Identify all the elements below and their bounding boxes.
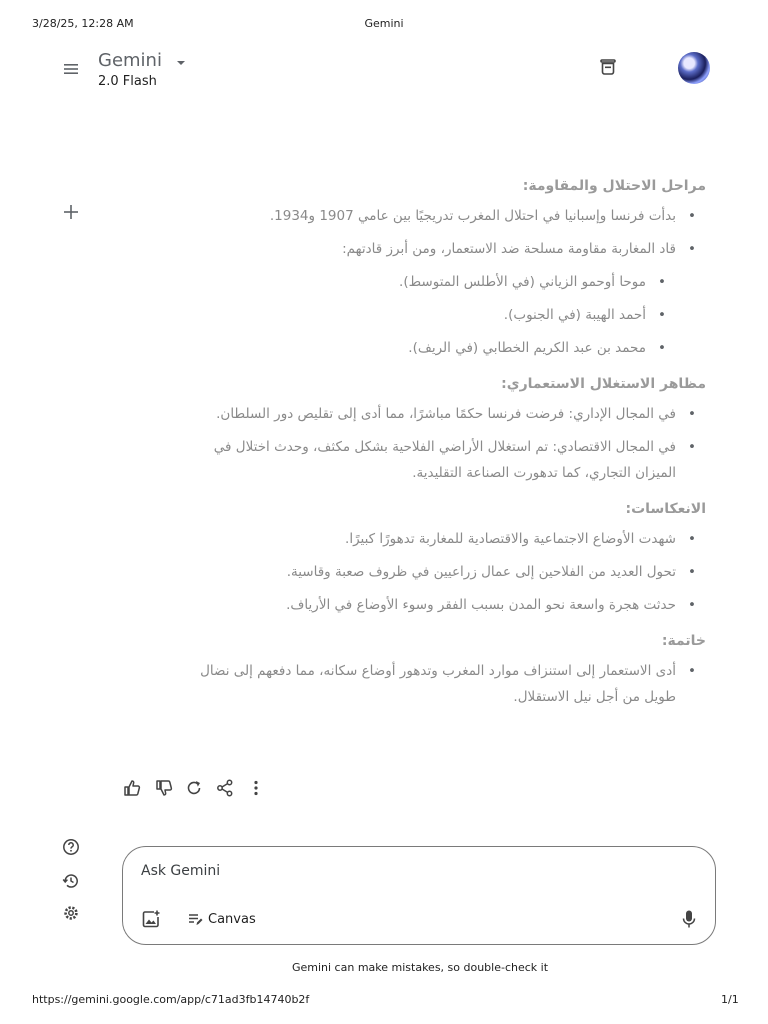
sub-list-item: • أحمد الهيبة (في الجنوب). [200,302,706,335]
list-item: • في المجال الاقتصادي: تم استغلال الأراضي الفلاحية بشكل مكثف، وحدث اختلال في الميزان التجاري، كما تدهورت الصناعة التقليدية. [200,434,706,493]
canvas-button[interactable] [187,909,256,929]
section-list [200,658,706,717]
response-content [200,170,706,717]
list-item: • شهدت الأوضاع الاجتماعية والاقتصادية للمغاربة تدهورًا كبيرًا. [200,526,706,559]
section-heading: مظاهر الاستغلال الاستعماري: [501,376,706,392]
list-item: • تحول العديد من الفلاحين إلى عمال زراعيين في ظروف صعبة وقاسية. [200,559,706,592]
chevron-down-icon[interactable] [174,56,188,70]
help-icon[interactable] [62,838,80,856]
prompt-box [122,846,716,945]
print-header [0,17,768,31]
thumbs-down-icon[interactable] [154,778,174,798]
print-title: Gemini [364,17,404,30]
print-url: https://gemini.google.com/app/c71ad3fb14740b2f [32,993,310,1006]
settings-icon[interactable] [62,904,80,922]
regenerate-icon[interactable] [184,778,204,798]
more-vert-icon[interactable] [246,778,266,798]
list-item: • حدثت هجرة واسعة نحو المدن بسبب الفقر وسوء الأوضاع في الأرياف. [200,592,706,625]
thumbs-up-icon[interactable] [122,778,142,798]
section-list [200,526,706,625]
disclaimer: Gemini can make mistakes, so double-check it [291,961,549,974]
section-heading: الانعكاسات: [625,501,706,517]
section-list [200,401,706,493]
trash-icon[interactable] [597,56,619,78]
list-item: • في المجال الإداري: فرضت فرنسا حكمًا مباشرًا، مما أدى إلى تقليص دور السلطان. [200,401,706,434]
section-heading: مراحل الاحتلال والمقاومة: [522,178,706,194]
list-item: • بدأت فرنسا وإسبانيا في احتلال المغرب تدريجيًا بين عامي 1907 و1934. [200,203,706,236]
section-list [200,203,706,269]
share-icon[interactable] [215,778,235,798]
list-item: • قاد المغاربة مقاومة مسلحة ضد الاستعمار، ومن أبرز قادتهم: [200,236,706,269]
model-name[interactable]: Gemini [98,50,162,71]
print-date: 3/28/25, 12:28 AM [32,17,134,30]
menu-icon[interactable] [62,60,80,78]
history-icon[interactable] [62,872,80,890]
add-image-icon[interactable] [141,909,161,929]
section-sublist [200,269,706,368]
sub-list-item: • محمد بن عبد الكريم الخطابي (في الريف). [200,335,706,368]
avatar[interactable] [678,52,710,84]
model-version[interactable]: 2.0 Flash [98,74,157,89]
canvas-icon [187,911,203,927]
list-item: • أدى الاستعمار إلى استنزاف موارد المغرب وتدهور أوضاع سكانه، مما دفعهم إلى نضال طويل من أجل نيل الاستقلال. [200,658,706,717]
print-page-number: 1/1 [721,993,739,1006]
sub-list-item: • موحا أوحمو الزياني (في الأطلس المتوسط). [200,269,706,302]
mic-icon[interactable] [681,909,697,929]
new-chat-icon[interactable] [62,203,80,221]
section-heading: خاتمة: [661,633,706,649]
canvas-label: Canvas [208,911,256,927]
prompt-input[interactable]: Ask Gemini [141,863,221,879]
